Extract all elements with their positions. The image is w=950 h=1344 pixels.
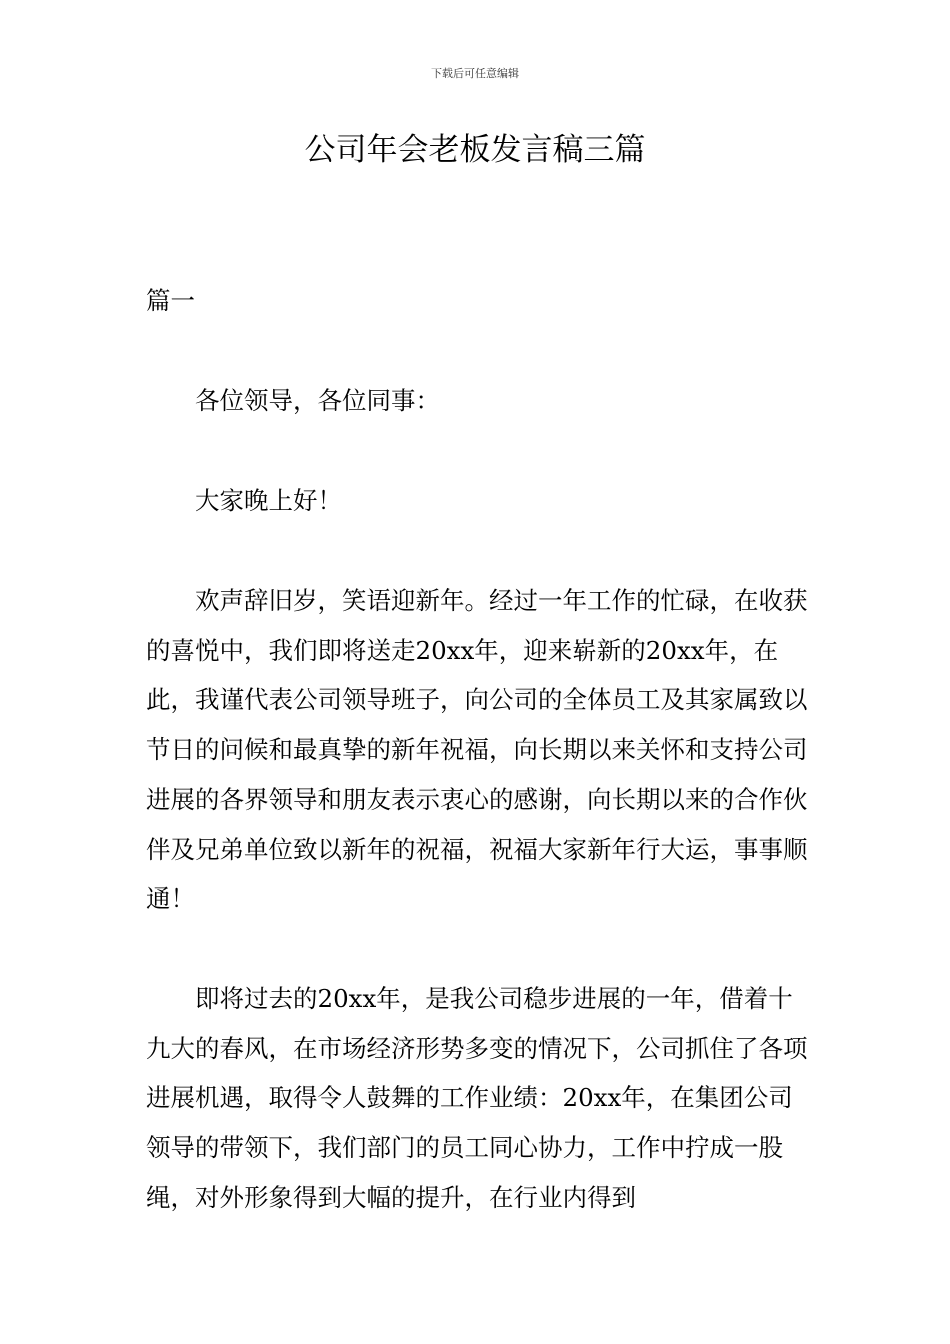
paragraph-salutation: 各位领导，各位同事：	[195, 386, 440, 415]
paragraph-new-year-wishes: 欢声辞旧岁，笑语迎新年。经过一年工作的忙碌，在收获的喜悦中，我们即将送走20xx年，迎来崭新的20xx年，在此，我谨代表公司领导班子，向公司的全体员工及其家属致以节日的问候和最真挚的新年祝福，向长期以来关怀和支持公司进展的各界领导和朋友表示衷心的感谢，向长期以来的合作伙伴及兄弟单位致以新年的祝福，祝福大家新年行大运，事事顺通！	[146, 586, 808, 914]
header-note: 下载后可任意编辑	[431, 67, 519, 80]
section-label: 篇一	[146, 286, 195, 315]
document-title: 公司年会老板发言稿三篇	[304, 132, 646, 168]
paragraph-greeting: 大家晚上好！	[195, 486, 342, 515]
paragraph-year-review: 即将过去的20xx年，是我公司稳步进展的一年，借着十九大的春风，在市场经济形势多变的情况下，公司抓住了各项进展机遇，取得令人鼓舞的工作业绩：20xx年，在集团公司领导的带领下，我们部门的员工同心协力，工作中拧成一股绳，对外形象得到大幅的提升，在行业内得到	[146, 984, 808, 1212]
